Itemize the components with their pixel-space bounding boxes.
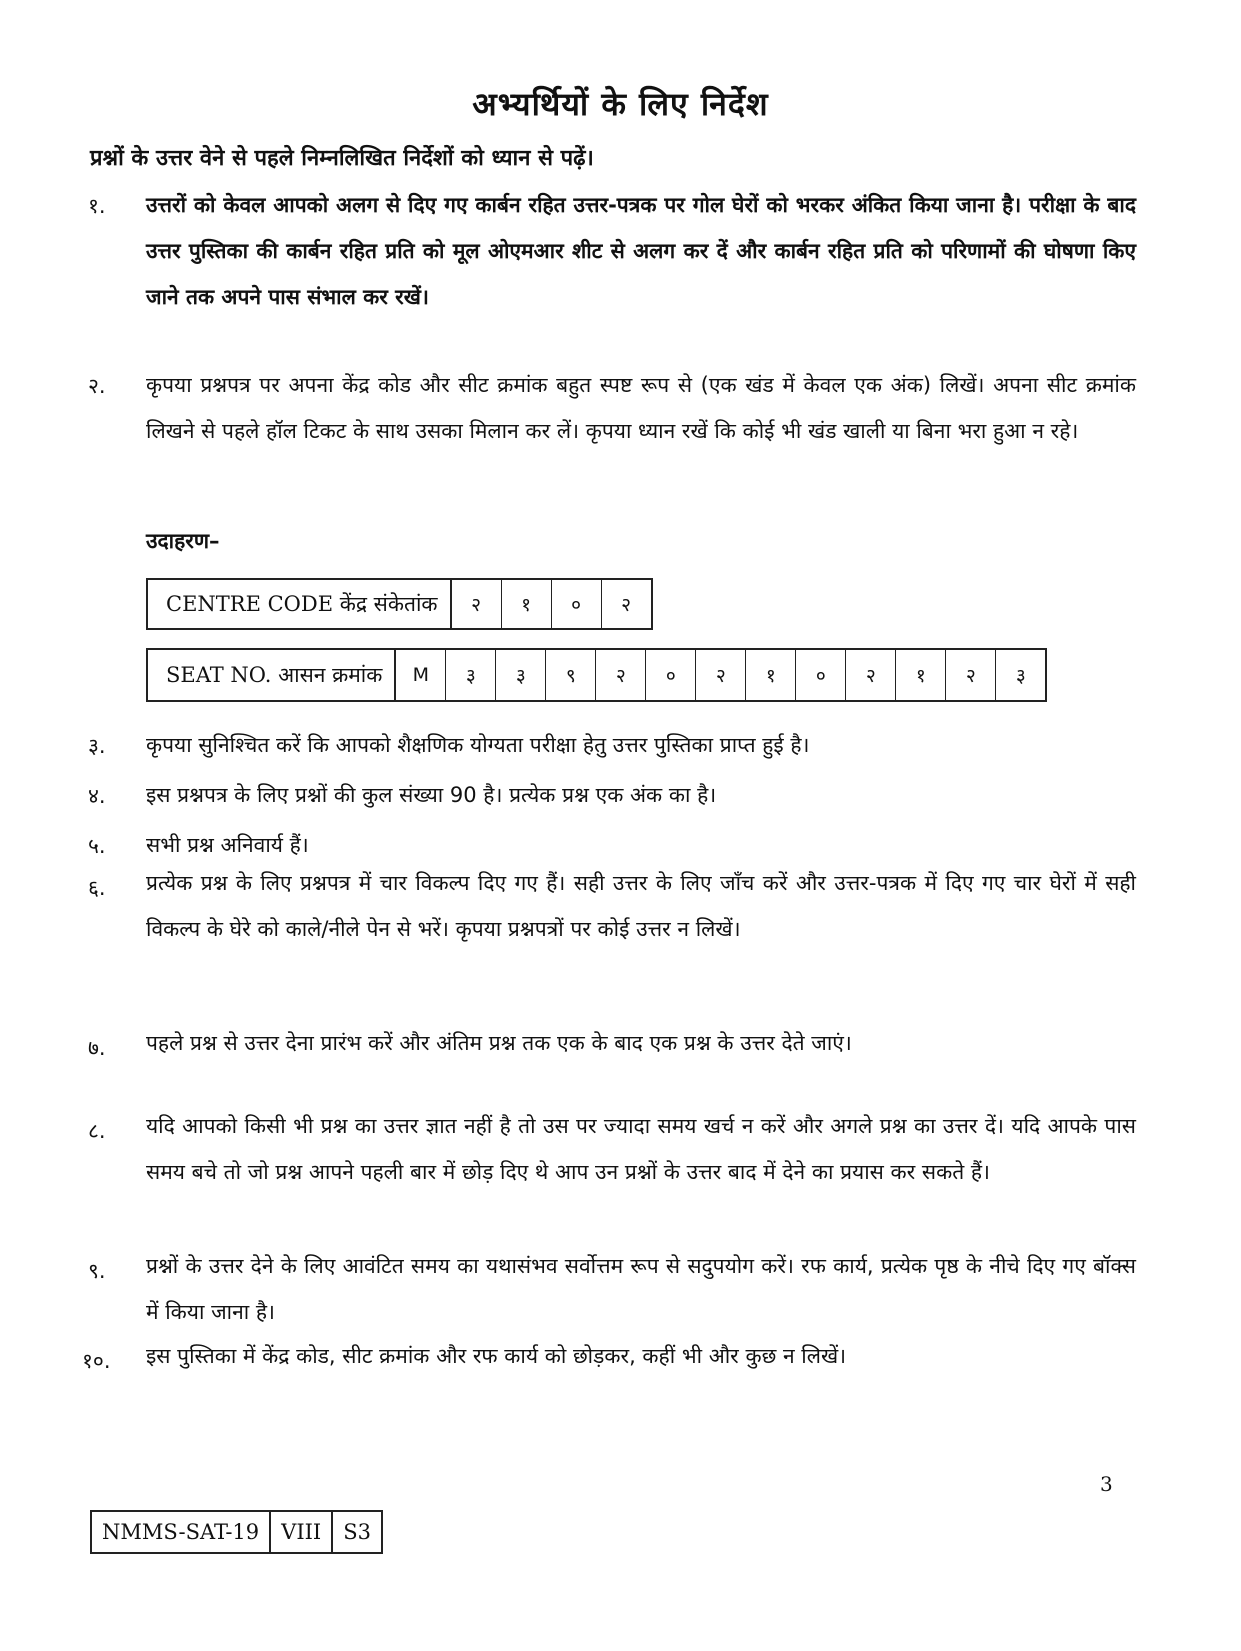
item-text: पहले प्रश्न से उत्तर देना प्रारंभ करें और अंतिम प्रश्न तक एक के बाद एक प्रश्न के उत्तर देते जाएं। — [146, 1031, 852, 1055]
item-number: ४. — [88, 784, 106, 808]
seat-number-digit: ९ — [546, 650, 596, 700]
item-text: प्रश्नों के उत्तर देने के लिए आवंटित समय का यथासंभव सर्वोत्तम रूप से सदुपयोग करें। रफ कार्य, प्रत्येक पृष्ठ के नीचे दिए गए बॉक्स में किया जाना है। — [146, 1254, 1136, 1324]
seat-number-digit: २ — [696, 650, 746, 700]
centre-code-box — [146, 578, 653, 630]
page-number: 3 — [1100, 1472, 1113, 1496]
seat-number-digit: १ — [746, 650, 796, 700]
item-text: कृपया सुनिश्चित करें कि आपको शैक्षणिक योग्यता परीक्षा हेतु उत्तर पुस्तिका प्राप्त हुई है। — [146, 733, 810, 757]
item-text: इस प्रश्नपत्र के लिए प्रश्नों की कुल संख्या 90 है। प्रत्येक प्रश्न एक अंक का है। — [146, 783, 717, 807]
seat-number-digit: M — [396, 650, 446, 700]
seat-number-digit: ३ — [446, 650, 496, 700]
item-number: ९. — [88, 1259, 106, 1283]
centre-code-digit: २ — [621, 594, 631, 616]
item-number: ३. — [88, 734, 106, 758]
item-text: इस पुस्तिका में केंद्र कोड, सीट क्रमांक और रफ कार्य को छोड़कर, कहीं भी और कुछ न लिखें। — [146, 1344, 847, 1368]
seat-number-digit: ३ — [1015, 665, 1026, 687]
seat-number-digit: ० — [796, 650, 846, 700]
paper-code-exam: NMMS-SAT-19 — [92, 1512, 271, 1552]
item-number: ८. — [88, 1119, 106, 1143]
seat-number-digit: १ — [896, 650, 946, 700]
centre-code-label: CENTRE CODE केंद्र संकेतांक — [148, 580, 452, 628]
item-number: ६. — [88, 876, 106, 900]
seat-number-label: SEAT NO. आसन क्रमांक — [148, 650, 396, 700]
item-text: उत्तरों को केवल आपको अलग से दिए गए कार्बन रहित उत्तर-पत्रक पर गोल घेरों को भरकर अंकित किया जाना है। परीक्षा के बाद उत्तर पुस्तिका की कार्बन रहित प्रति को मूल ओएमआर शीट से अलग कर दें और कार्बन रहित प्रति को परिणामों की घोषणा किए जाने तक अपने पास संभाल कर रखें। — [146, 193, 1136, 309]
item-text: यदि आपको किसी भी प्रश्न का उत्तर ज्ञात नहीं है तो उस पर ज्यादा समय खर्च न करें और अगले प्रश्न का उत्तर दें। यदि आपके पास समय बचे तो जो प्रश्न आपने पहली बार में छोड़ दिए थे आप उन प्रश्नों के उत्तर बाद में देने का प्रयास कर सकते हैं। — [146, 1114, 1136, 1184]
intro-text: प्रश्नों के उत्तर वेने से पहले निम्नलिखित निर्देशों को ध्यान से पढ़ें। — [90, 146, 594, 171]
paper-code-box — [90, 1510, 383, 1554]
item-text: सभी प्रश्न अनिवार्य हैं। — [146, 833, 309, 857]
seat-number-box — [146, 648, 1047, 702]
seat-number-digit: ३ — [496, 650, 546, 700]
item-number: १. — [88, 194, 106, 218]
centre-code-digit: १ — [502, 580, 552, 628]
seat-number-digit: २ — [596, 650, 646, 700]
item-text: कृपया प्रश्नपत्र पर अपना केंद्र कोड और सीट क्रमांक बहुत स्पष्ट रूप से (एक खंड में केवल एक अंक) लिखें। अपना सीट क्रमांक लिखने से पहले हॉल टिकट के साथ उसका मिलान कर लें। कृपया ध्यान रखें कि कोई भी खंड खाली या बिना भरा हुआ न रहे। — [146, 373, 1136, 443]
seat-number-digit: २ — [946, 650, 996, 700]
item-text: प्रत्येक प्रश्न के लिए प्रश्नपत्र में चार विकल्प दिए गए हैं। सही उत्तर के लिए जाँच करें और उत्तर-पत्रक में दिए गए चार घेरों में सही विकल्प के घेरे को काले/नीले पेन से भरें। कृपया प्रश्नपत्रों पर कोई उत्तर न लिखें। — [146, 871, 1136, 941]
item-number: ५. — [88, 834, 106, 858]
item-number: २. — [88, 374, 106, 398]
example-label: उदाहरण– — [146, 529, 220, 553]
paper-code-class: VIII — [271, 1512, 333, 1552]
centre-code-digit: ० — [552, 580, 602, 628]
paper-code-set: S3 — [343, 1520, 371, 1544]
item-number: १०. — [82, 1349, 111, 1373]
page-title: अभ्यर्थियों के लिए निर्देश — [472, 85, 769, 123]
seat-number-digit: ० — [646, 650, 696, 700]
seat-number-digit: २ — [846, 650, 896, 700]
centre-code-digit: २ — [452, 580, 502, 628]
item-number: ७. — [88, 1036, 106, 1060]
